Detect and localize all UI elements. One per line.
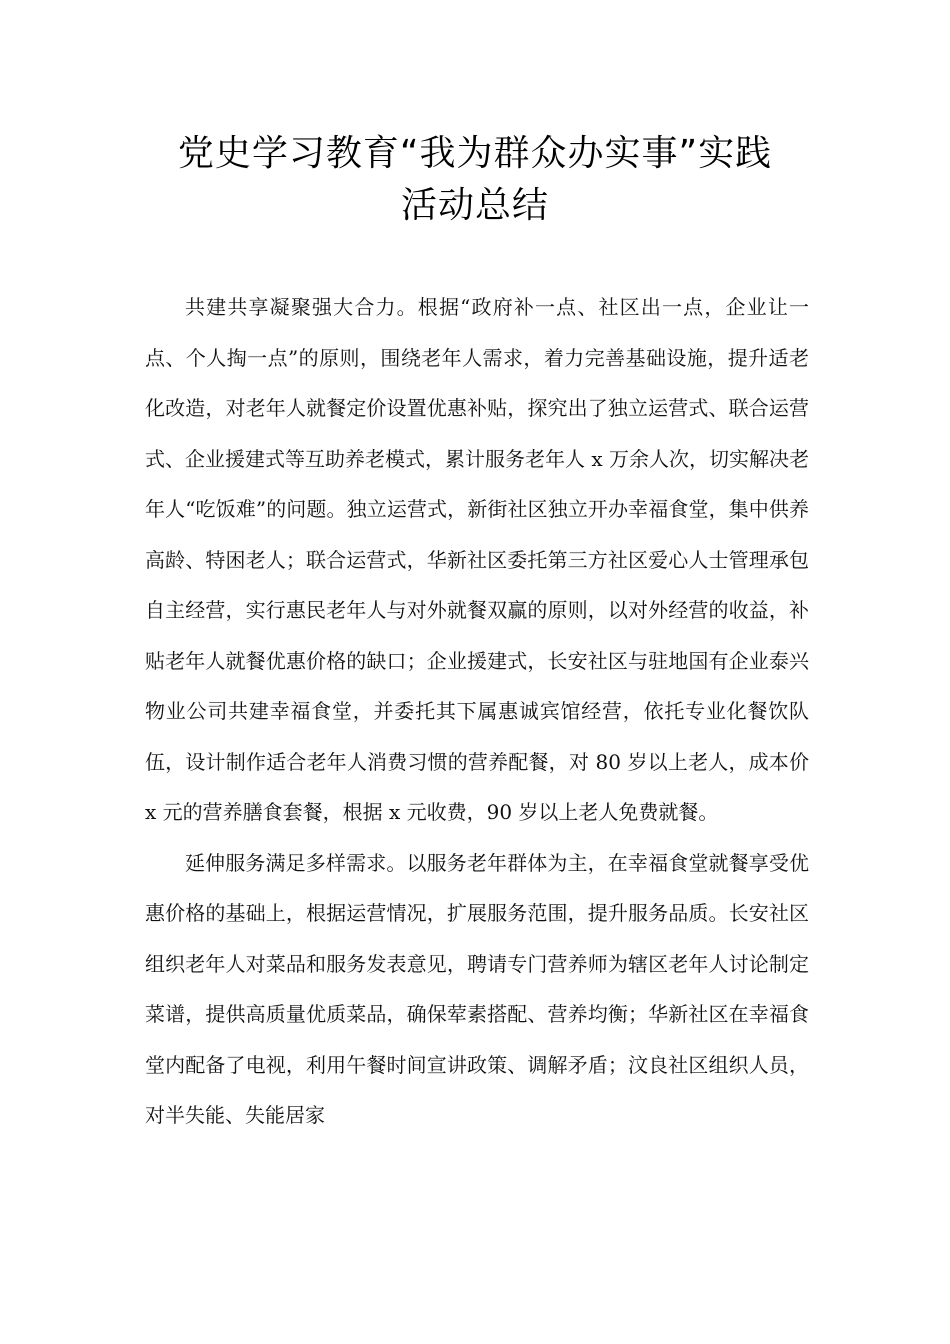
title-line-2: 活动总结 <box>400 185 549 226</box>
paragraph-2: 延伸服务满足多样需求。以服务老年群体为主，在幸福食堂就餐享受优惠价格的基础上，根据运营情况，扩展服务范围，提升服务品质。长安社区组织老年人对菜品和服务发表意见，聘请专门营养师为辖区老年人讨论制定菜谱，提供高质量优质菜品，确保荤素搭配、营养均衡；华新社区在幸福食堂内配备了电视，利用午餐时间宣讲政策、调解矛盾；汶良社区组织人员，对半失能、失能居家 <box>145 850 809 1127</box>
document-title <box>130 128 820 232</box>
document-body <box>145 282 809 1141</box>
paragraph-1: 共建共享凝聚强大合力。根据“政府补一点、社区出一点，企业让一点、个人掏一点”的原则，围绕老年人需求，着力完善基础设施，提升适老化改造，对老年人就餐定价设置优惠补贴，探究出了独立运营式、联合运营式、企业援建式等互助养老模式，累计服务老年人 x 万余人次，切实解决老年人“吃饭难”的问题。独立运营式，新街社区独立开办幸福食堂，集中供养高龄、特困老人；联合运营式，华新社区委托第三方社区爱心人士管理承包自主经营，实行惠民老年人与对外就餐双赢的原则，以对外经营的收益，补贴老年人就餐优惠价格的缺口；企业援建式，长安社区与驻地国有企业泰兴物业公司共建幸福食堂，并委托其下属惠诚宾馆经营，依托专业化餐饮队伍，设计制作适合老年人消费习惯的营养配餐，对 80 岁以上老人，成本价 x 元的营养膳食套餐，根据 x 元收费，90 岁以上老人免费就餐。 <box>145 295 809 824</box>
title-line-1: 党史学习教育“我为群众办实事”实践 <box>177 133 773 174</box>
